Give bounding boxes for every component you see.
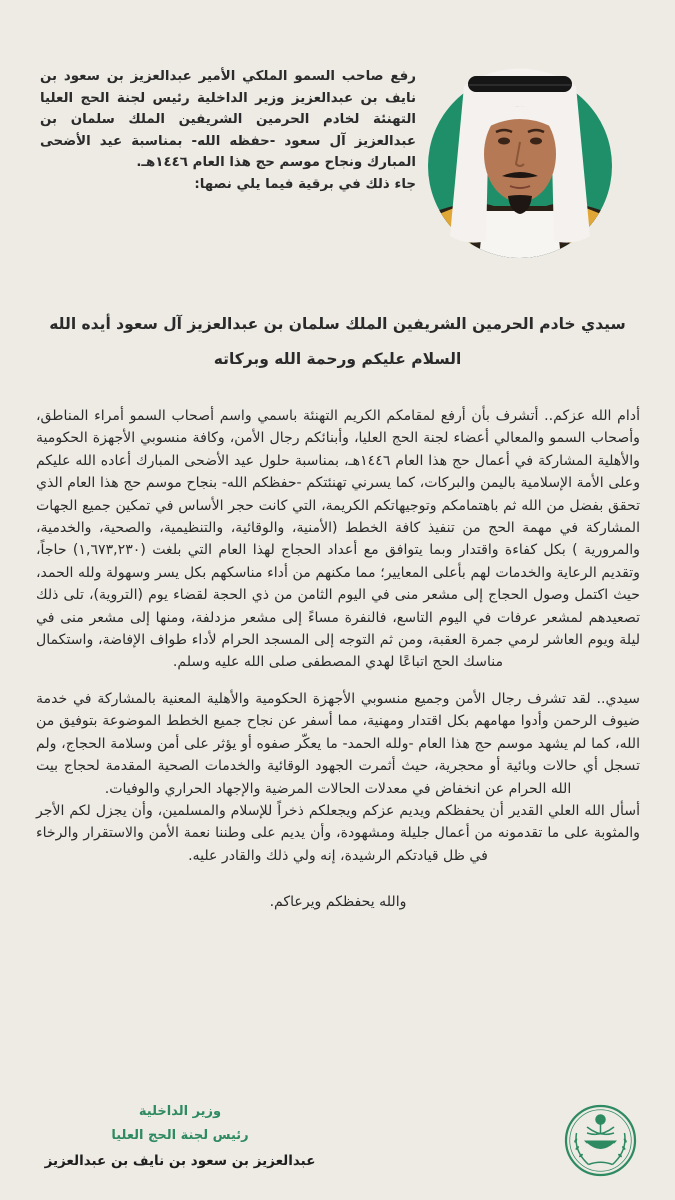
intro-lead: جاء ذلك في برقية فيما يلي نصها:: [194, 176, 416, 192]
ministry-emblem-icon: [563, 1103, 638, 1178]
portrait-icon: [424, 46, 616, 266]
portrait-photo: [424, 46, 616, 266]
body-paragraph-1: أدام الله عزكم.. أتشرف بأن أرفع لمقامكم الكريم التهنئة باسمي واسم أصحاب السمو أمراء المناطق، وأصحاب السمو والمعالي أعضاء لجنة الحج العليا، وأبنائكم رجال الأمن، وكافة منسوبي الأجهزة الحكومية والأهلية المشاركة في أعمال حج هذا العام ١٤٤٦هـ، بمناسبة حلول عيد الأضحى المبارك أعاده الله عليكم وعلى الأمة الإسلامية باليمن والبركات، كما يسرني تهنئتكم -حفظكم الله- بنجاح موسم حج هذا العام الذي تحقق بفضل من الله ثم باهتمامكم وتوجيهاتكم الكريمة، التي كانت حجر الأساس في تمكين جميع الجهات المشاركة في مهمة الحج من تنفيذ كافة الخطط (الأمنية، والوقائية، والتنظيمية، والصحية، والخدمية، والمرورية ) بكل كفاءة واقتدار وبما يتوافق مع أعداد الحجاج لهذا العام التي بلغت (١,٦٧٣,٢٣٠) حاجاً، وتقديم الرعاية والخدمات لهم بأعلى المعايير؛ مما مكنهم من أداء مناسكهم بكل يسر وسهولة ولله الحمد، حيث اكتمل وصول الحجاج إلى مشعر منى في اليوم الثامن من ذي الحجة لقضاء يوم (التروية)، تلى ذلك تصعيدهم لمشعر عرفات في اليوم التاسع، فالنفرة مساءً إلى مشعر مزدلفة، ومنها إلى مشعر منى في ليلة ويوم العاشر لرمي جمرة العقبة، ومن ثم التوجه إلى المسجد الحرام لأداء طواف الإفاضة، واستكمال مناسك الحج اتباعًا لهدي المصطفى صلى الله عليه وسلم.: [36, 408, 640, 671]
intro-paragraph: رفع صاحب السمو الملكي الأمير عبدالعزيز بن سعود بن نايف بن عبدالعزيز وزير الداخلية رئيس لجنة الحج العليا التهنئة لخادم الحرمين الشريفين الملك سلمان بن عبدالعزيز آل سعود -حفظه الله- بمناسبة عيد الأضحى المبارك ونجاح موسم حج هذا العام ١٤٤٦هـ.: [40, 69, 416, 170]
intro-block: [40, 66, 416, 195]
telegram-body: [36, 405, 640, 914]
signature-name: عبدالعزيز بن سعود بن نايف بن عبدالعزيز: [44, 1153, 316, 1169]
body-paragraph-3: أسأل الله العلي القدير أن يحفظكم ويديم عزكم ويجعلكم ذخراً للإسلام والمسلمين، وأن يجزل لكم الأجر والمثوبة على ما تقدمونه من أعمال جليلة ومشهودة، وأن يديم على وطننا نعمة الأمن والاستقرار والرخاء في ظل قيادتكم الرشيدة، إنه ولي ذلك والقادر عليه.: [36, 802, 640, 864]
body-paragraph-2: سيدي.. لقد تشرف رجال الأمن وجميع منسوبي الأجهزة الحكومية والأهلية المعنية بالمشاركة في خدمة ضيوف الرحمن وأدوا مهامهم بكل اقتدار ومهنية، مما أسفر عن نجاح جميع الخطط الموضوعة بتوفيق من الله، كما لم يشهد موسم حج هذا العام -ولله الحمد- ما يعكّر صفوه أو يؤثر على أمن وسلامة الحجاج، ولم تسجل أي حالات وبائية أو محجرية، حيث أثمرت الجهود الوقائية والخدمات الصحية المقدمة لحجاج بيت الله الحرام عن انخفاض في معدلات الحالات المرضية والإجهاد الحراري والوفيات.: [36, 690, 640, 797]
signature-title-committee: رئيس لجنة الحج العليا: [111, 1128, 249, 1143]
ministry-emblem: [563, 1103, 638, 1178]
closing-line: والله يحفظكم ويرعاكم.: [269, 894, 407, 911]
signature-block: [30, 1100, 330, 1174]
greeting-line: السلام عليكم ورحمة الله وبركاته: [213, 350, 462, 368]
addressee-line: سيدي خادم الحرمين الشريفين الملك سلمان بن عبدالعزيز آل سعود أيده الله: [49, 315, 626, 333]
signature-title-minister: وزير الداخلية: [138, 1104, 222, 1119]
salutation: [0, 315, 675, 368]
